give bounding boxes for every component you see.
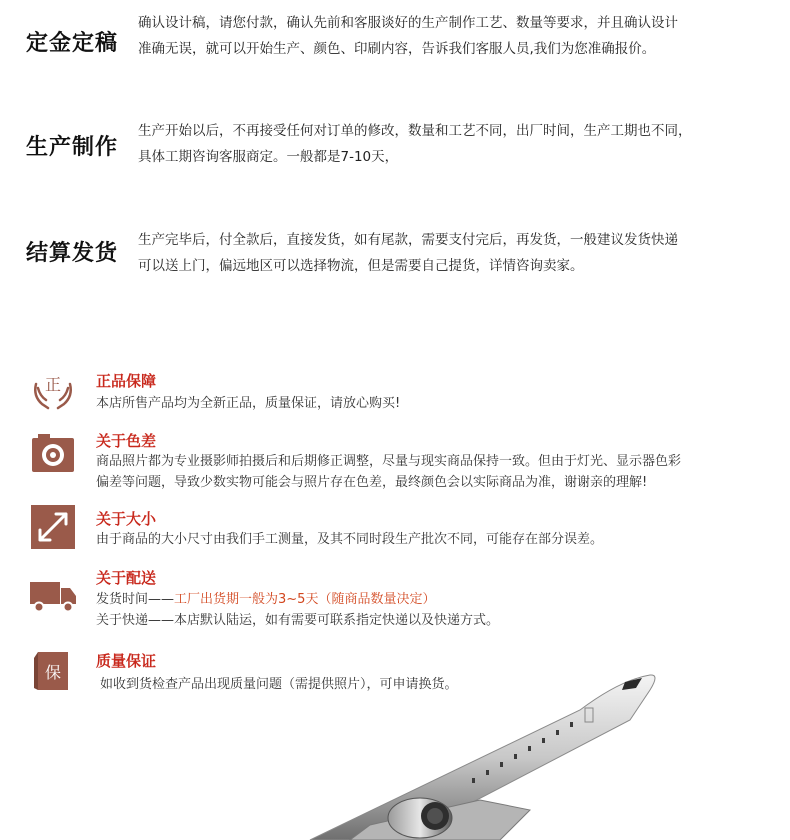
notice-text — [96, 393, 400, 414]
step-description — [138, 10, 758, 62]
genuine-glyph: 正 — [44, 375, 62, 394]
hands-genuine-icon — [30, 366, 76, 412]
delivery-time-label: 发货时间—— — [96, 592, 175, 607]
delivery-truck-icon — [28, 572, 78, 618]
notice-line — [96, 589, 499, 610]
notice-line: 由于商品的大小尺寸由我们手工测量，及其不同时段生产批次不同，可能存在部分误差。 — [96, 532, 604, 547]
step-line: 生产完毕后，付全款后，直接发货，如有尾款，需要支付完后，再发货，一般建议发货快递 — [138, 232, 678, 248]
step-title: 定金定稿 — [26, 31, 119, 56]
resize-arrow-icon — [30, 504, 76, 550]
step-line: 准确无误，就可以开始生产、颜色、印刷内容，告诉我们客服人员,我们为您准确报价。 — [138, 41, 656, 57]
notice-text — [96, 589, 499, 631]
notice-line: 如收到货检查产品出现质量问题（需提供照片），可申请换货。 — [100, 677, 458, 692]
step-description — [138, 118, 758, 170]
airplane-image — [250, 650, 790, 840]
delivery-time-highlight: 工厂出货期一般为3~5天（随商品数量决定） — [174, 592, 436, 607]
express-note: 关于快递——本店默认陆运，如有需要可联系指定快递以及快递方式。 — [96, 613, 500, 628]
notice-line — [96, 610, 499, 631]
quality-box-icon — [30, 648, 76, 694]
step-line: 具体工期咨询客服商定。一般都是7-10天， — [138, 149, 399, 165]
notice-title: 关于色差 — [96, 432, 157, 450]
notice-title: 关于大小 — [96, 510, 157, 528]
step-title: 生产制作 — [26, 135, 119, 160]
notice-title: 正品保障 — [96, 372, 157, 390]
notice-title: 质量保证 — [96, 652, 157, 670]
step-line: 可以送上门，偏远地区可以选择物流，但是需要自己提货，详情咨询卖家。 — [138, 258, 584, 274]
notice-line: 偏差等问题，导致少数实物可能会与照片存在色差，最终颜色会以实际商品为准，谢谢亲的理解! — [96, 475, 648, 490]
step-description — [138, 227, 758, 279]
notice-text — [96, 529, 603, 550]
notice-line: 本店所售产品均为全新正品，质量保证，请放心购买! — [96, 396, 401, 411]
step-line: 确认设计稿，请您付款，确认先前和客服谈好的生产制作工艺、数量等要求，并且确认设计 — [138, 15, 678, 31]
quality-glyph: 保 — [44, 663, 62, 682]
step-line: 生产开始以后，不再接受任何对订单的修改，数量和工艺不同，出厂时间，生产工期也不同， — [138, 123, 692, 139]
camera-icon — [30, 432, 76, 478]
notice-title: 关于配送 — [96, 569, 157, 587]
notice-line: 商品照片都为专业摄影师拍摄后和后期修正调整，尽量与现实商品保持一致。但由于灯光、显示器色彩 — [96, 454, 682, 469]
step-title: 结算发货 — [26, 241, 119, 266]
notice-text — [96, 451, 681, 493]
